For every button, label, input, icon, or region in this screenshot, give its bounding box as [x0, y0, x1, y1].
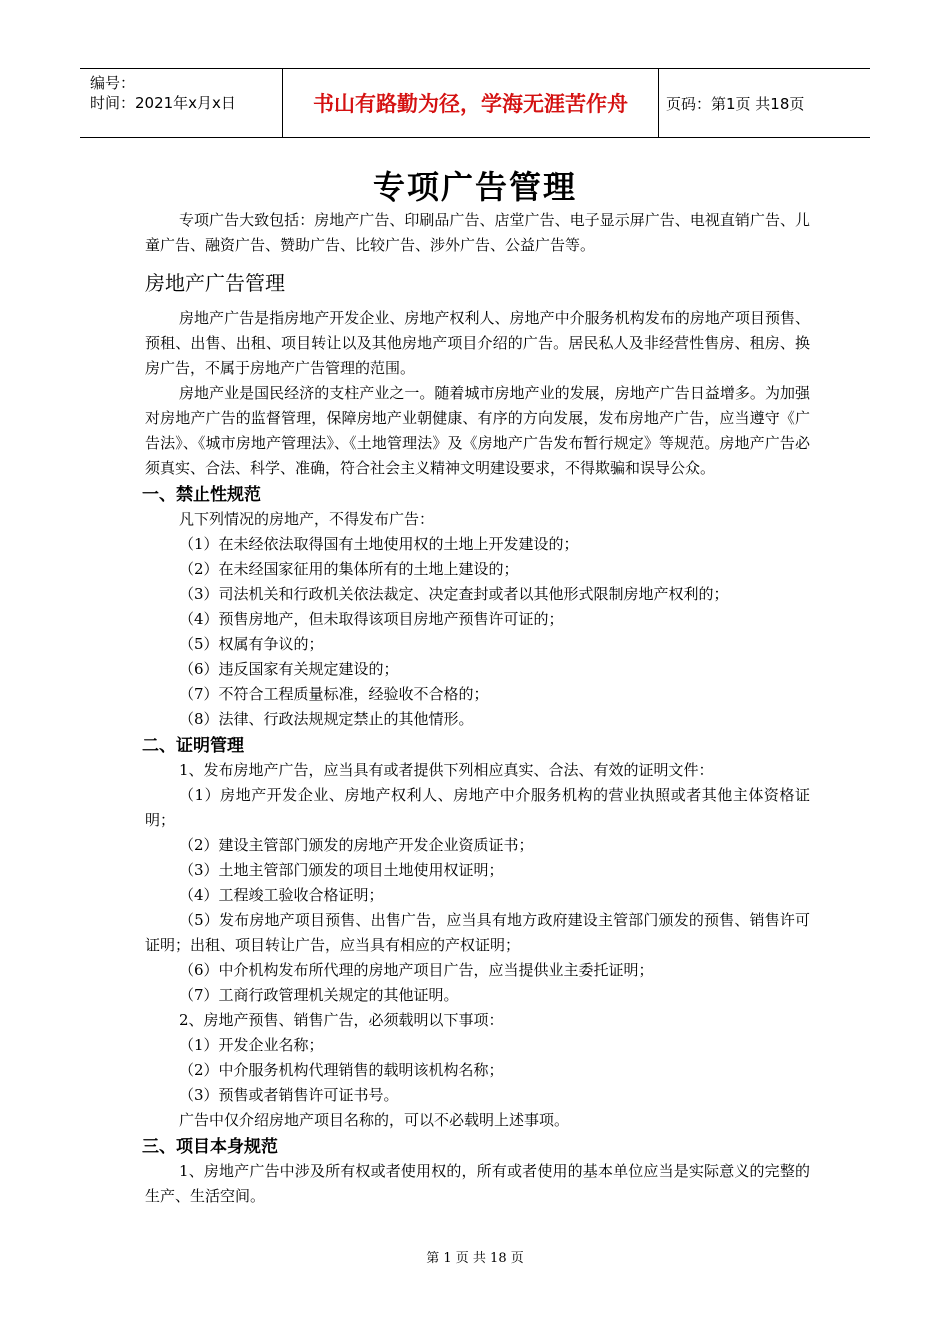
- list-item: （2）中介服务机构代理销售的载明该机构名称；: [179, 1061, 504, 1079]
- section-heading: 房地产广告管理: [145, 271, 285, 295]
- list-item: （6）中介机构发布所代理的房地产项目广告，应当提供业主委托证明；: [179, 961, 654, 979]
- list-item: （4）工程竣工验收合格证明；: [179, 886, 384, 904]
- section-paragraph: 房地产广告是指房地产开发企业、房地产权利人、房地产中介服务机构发布的房地产项目预售、预租、出售、出租、项目转让以及其他房地产项目介绍的广告。居民私人及非经营性售房、租房、换房广告，不属于房地产广告管理的范围。: [145, 309, 810, 377]
- list-item: （3）司法机关和行政机关依法裁定、决定查封或者以其他形式限制房地产权利的；: [179, 585, 729, 603]
- list-item: （5）权属有争议的；: [179, 635, 324, 653]
- page-footer: 第 1 页 共 18 页: [426, 1251, 524, 1266]
- document-title: 专项广告管理: [372, 168, 577, 206]
- list-item: （5）发布房地产项目预售、出售广告，应当具有地方政府建设主管部门颁发的预售、销售许可证明；出租、项目转让广告，应当具有相应的产权证明；: [145, 911, 810, 954]
- section-paragraph: 房地产业是国民经济的支柱产业之一。随着城市房地产业的发展，房地产广告日益增多。为加强对房地产广告的监督管理，保障房地产业朝健康、有序的方向发展，发布房地产广告，应当遵守《广告法》、《城市房地产管理法》、《土地管理法》及《房地产广告发布暂行规定》等规范。房地产广告必须真实、合法、科学、准确，符合社会主义精神文明建设要求，不得欺骗和误导公众。: [145, 384, 810, 477]
- list-item: （1）房地产开发企业、房地产权利人、房地产中介服务机构的营业执照或者其他主体资格证明；: [145, 786, 810, 829]
- intro-paragraph: 专项广告大致包括：房地产广告、印刷品广告、店堂广告、电子显示屏广告、电视直销广告、儿童广告、融资广告、赞助广告、比较广告、涉外广告、公益广告等。: [145, 211, 810, 254]
- part2-heading: 二、证明管理: [142, 736, 244, 756]
- list-item: （3）预售或者销售许可证书号。: [179, 1086, 399, 1104]
- part2-lead: 2、房地产预售、销售广告，必须载明以下事项：: [179, 1011, 504, 1029]
- part2-lead: 1、发布房地产广告，应当具有或者提供下列相应真实、合法、有效的证明文件：: [179, 761, 714, 779]
- list-item: （2）在未经国家征用的集体所有的土地上建设的；: [179, 560, 519, 578]
- list-item: （3）土地主管部门颁发的项目土地使用权证明；: [179, 861, 504, 879]
- part3-paragraph: 1、房地产广告中涉及所有权或者使用权的，所有或者使用的基本单位应当是实际意义的完整的生产、生活空间。: [145, 1162, 810, 1205]
- number-label: 编号：: [90, 74, 136, 92]
- part1-heading: 一、禁止性规范: [142, 485, 261, 505]
- header-motto: 书山有路勤为径，学海无涯苦作舟: [282, 69, 659, 137]
- page-header: [80, 68, 870, 138]
- part1-lead: 凡下列情况的房地产，不得发布广告：: [179, 510, 435, 528]
- list-item: （7）工商行政管理机关规定的其他证明。: [179, 986, 459, 1004]
- list-item: （6）违反国家有关规定建设的；: [179, 660, 399, 678]
- list-item: （4）预售房地产，但未取得该项目房地产预售许可证的；: [179, 610, 564, 628]
- part3-heading: 三、项目本身规范: [142, 1137, 278, 1157]
- document-body: [142, 208, 810, 1209]
- list-item: （1）在未经依法取得国有土地使用权的土地上开发建设的；: [179, 535, 579, 553]
- list-item: （1）开发企业名称；: [179, 1036, 324, 1054]
- part2-note: 广告中仅介绍房地产项目名称的，可以不必载明上述事项。: [179, 1111, 570, 1129]
- list-item: （2）建设主管部门颁发的房地产开发企业资质证书；: [179, 836, 534, 854]
- list-item: （7）不符合工程质量标准，经验收不合格的；: [179, 685, 489, 703]
- header-meta: [80, 69, 282, 137]
- date-label: 时间：2021年x月x日: [90, 94, 236, 112]
- list-item: （8）法律、行政法规规定禁止的其他情形。: [179, 710, 474, 728]
- header-page-info: 页码：第1页 共18页: [666, 94, 805, 113]
